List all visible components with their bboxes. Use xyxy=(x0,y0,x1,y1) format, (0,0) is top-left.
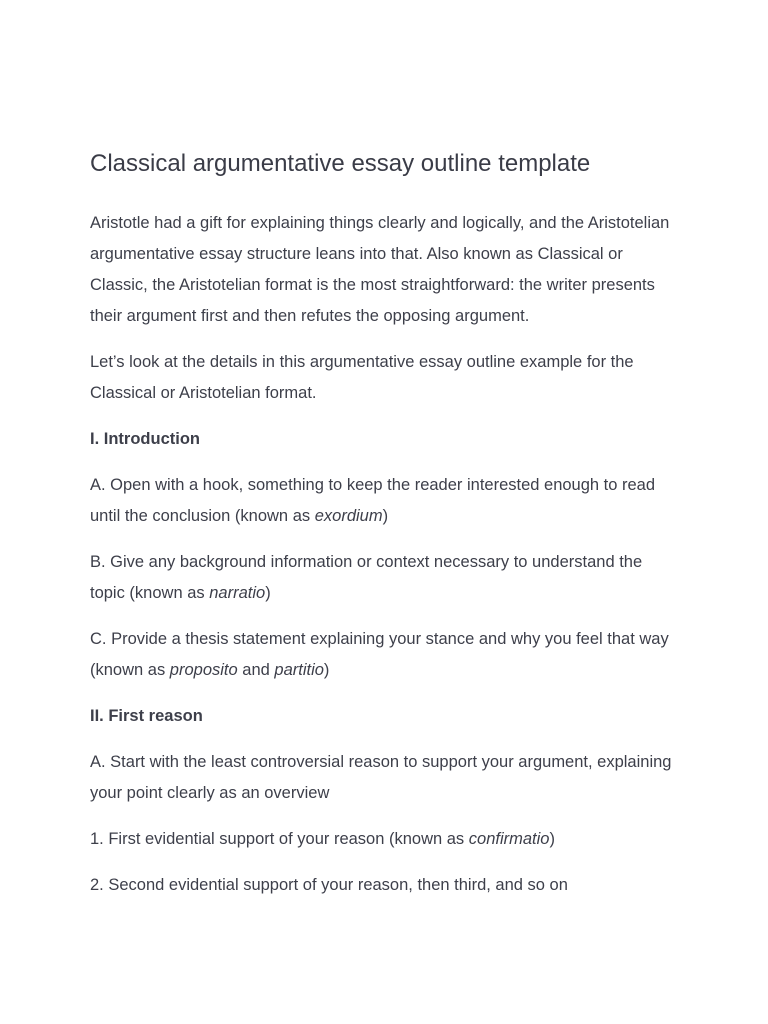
latin-term: narratio xyxy=(209,584,266,602)
outline-item-end: ) xyxy=(265,584,271,602)
outline-item-text: B. Give any background information or context necessary to understand the topic (known as xyxy=(90,553,643,602)
intro-paragraph: Aristotle had a gift for explaining things clearly and logically, and the Aristotelian argumentative essay structure leans into that. Also known as Classical or Classic, the Aristotelian format is the most straightforward: the writer presents their argument first and then refutes the opposing argument. xyxy=(90,214,670,325)
article-title: Classical argumentative essay outline template xyxy=(90,150,591,177)
latin-term: exordium xyxy=(314,507,383,525)
outline-item-1b xyxy=(90,547,680,609)
outline-item-text: A. Open with a hook, something to keep the reader interested enough to read until the conclusion (known as xyxy=(90,476,656,525)
outline-item-2a-1 xyxy=(90,824,680,855)
outline-item-end: ) xyxy=(549,830,555,848)
outline-item-text: C. Provide a thesis statement explaining your stance and why you feel that way (known as xyxy=(90,630,669,679)
latin-term: partitio xyxy=(274,661,324,679)
latin-term: proposito xyxy=(169,661,238,679)
conjunction: and xyxy=(237,661,275,679)
outline-item-text: 1. First evidential support of your reason (known as xyxy=(90,830,469,848)
latin-term: confirmatio xyxy=(468,830,550,848)
outline-item-end: ) xyxy=(323,661,330,679)
outline-item-end: ) xyxy=(382,507,389,525)
outline-item-1a xyxy=(90,470,680,532)
outline-item-2a: A. Start with the least controversial reason to support your argument, explaining your point clearly as an overview xyxy=(90,753,672,802)
section-heading-introduction: I. Introduction xyxy=(90,430,200,448)
lead-in-paragraph: Let’s look at the details in this argumentative essay outline example for the Classical or Aristotelian format. xyxy=(90,353,634,402)
section-heading-first-reason: II. First reason xyxy=(90,707,203,725)
outline-item-1c xyxy=(90,624,680,686)
article-content xyxy=(90,146,680,916)
outline-item-2a-2: 2. Second evidential support of your reason, then third, and so on xyxy=(90,876,568,894)
